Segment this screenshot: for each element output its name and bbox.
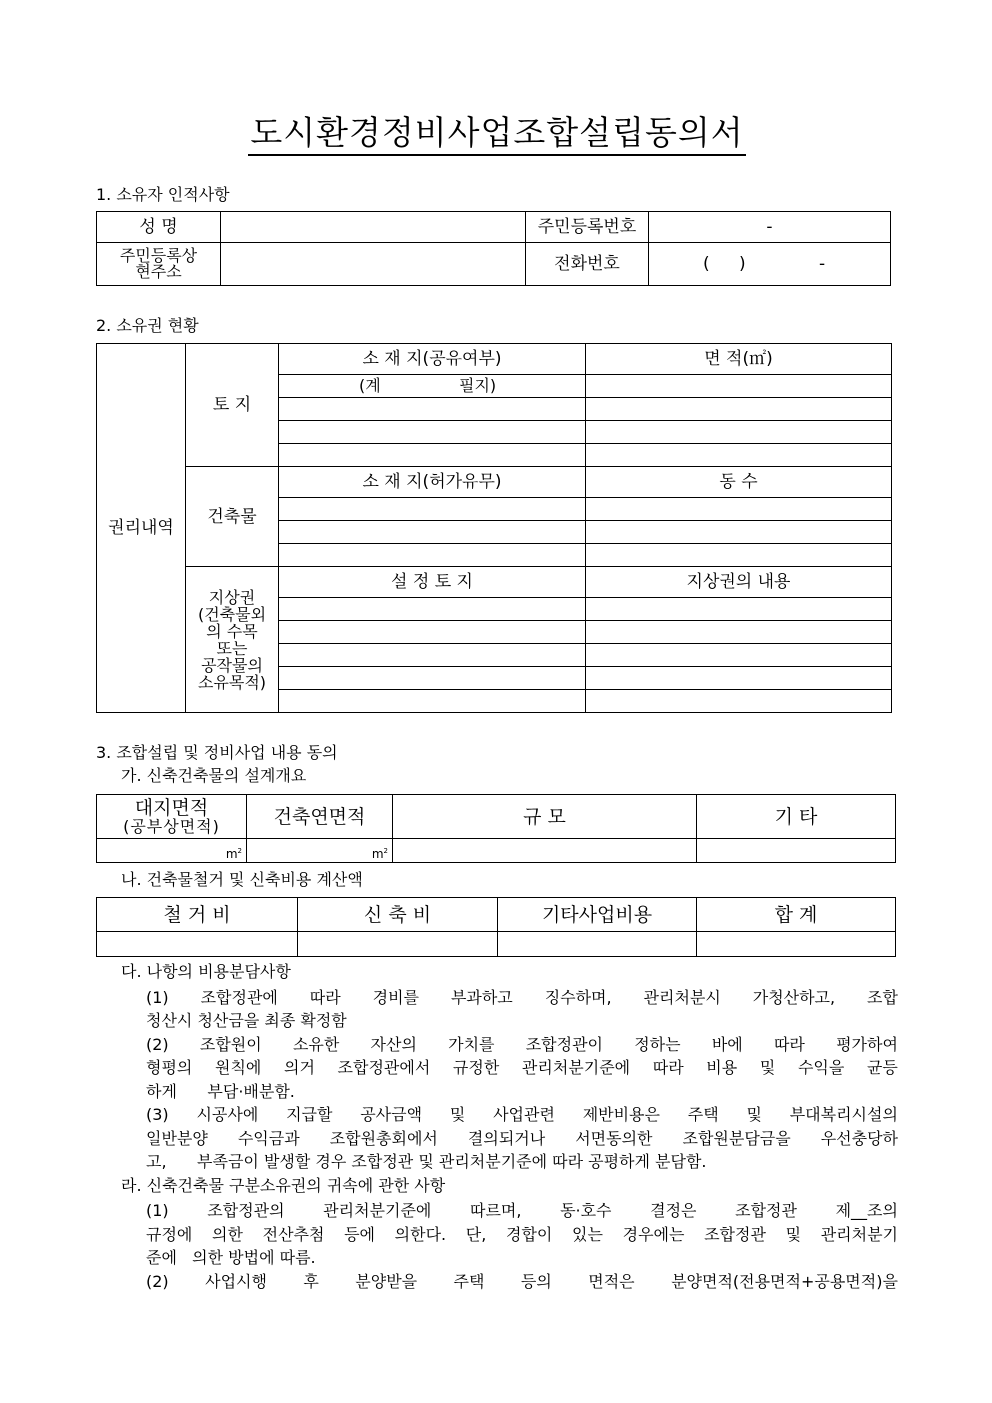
surface-land-cell[interactable]	[279, 690, 585, 712]
surface-land-cell[interactable]	[279, 644, 585, 666]
word: (1)	[146, 1201, 169, 1220]
land-location-header: 소 재 지(공유여부)	[362, 349, 502, 369]
word: 경우에는	[622, 1225, 685, 1244]
word: 단,	[465, 1225, 487, 1244]
phone-label: 전화번호	[554, 254, 620, 274]
word: 조합원분담금을	[682, 1129, 791, 1148]
ra-item1-line1	[146, 1199, 898, 1223]
word: 의한다.	[394, 1225, 447, 1244]
word: 조합정관의	[207, 1201, 285, 1220]
ra-item1-line2	[146, 1223, 898, 1247]
word: 의한	[212, 1225, 243, 1244]
word: (1)	[146, 988, 169, 1007]
land-area-cell[interactable]	[586, 444, 891, 466]
da-item3-line2	[146, 1127, 898, 1151]
word: 동·호수	[560, 1201, 612, 1220]
resident-id-label: 주민등록번호	[537, 217, 637, 237]
land-location-cell[interactable]	[279, 444, 585, 466]
word: (2)	[146, 1272, 169, 1291]
word: 부대복리시설의	[789, 1105, 898, 1124]
word: 조합정관에	[200, 988, 278, 1007]
word: 규정에	[146, 1225, 193, 1244]
subsection-da-heading: 다. 나항의 비용분담사항	[121, 962, 291, 981]
surface-content-header: 지상권의 내용	[686, 572, 791, 592]
building-count-cell[interactable]	[586, 544, 891, 566]
phone-area-close: )	[739, 254, 746, 274]
word: 서면동의한	[575, 1129, 653, 1148]
word: 관리처분기	[820, 1225, 898, 1244]
document-title: 도시환경정비사업조합설립동의서	[248, 112, 746, 156]
da-item2-line2	[146, 1056, 898, 1080]
ra-item1-line3: 준에 의한 방법에 따름.	[146, 1248, 316, 1267]
surface-content-cell[interactable]	[586, 667, 891, 689]
other-cell[interactable]	[697, 839, 895, 862]
word: 주택	[687, 1105, 719, 1124]
floor-area-unit: $m^2$	[371, 847, 388, 861]
building-label: 건축물	[207, 506, 257, 527]
phone-field[interactable]	[649, 243, 890, 285]
phone-dash: -	[819, 254, 826, 274]
word: 후	[303, 1272, 319, 1291]
word: 소유한	[292, 1035, 340, 1054]
word: 조합	[867, 988, 898, 1007]
land-parcel-count-cell[interactable]	[279, 375, 585, 397]
building-location-cell[interactable]	[279, 544, 585, 566]
scale-cell[interactable]	[393, 839, 696, 862]
site-area-label: 대지면적	[134, 796, 209, 819]
subsection-na-heading: 나. 건축물철거 및 신축비용 계산액	[121, 870, 363, 889]
land-area-cell[interactable]	[586, 421, 891, 443]
da-item1-line1	[146, 986, 898, 1010]
word: 평가하여	[836, 1035, 898, 1054]
word: 의거	[284, 1058, 315, 1077]
name-label: 성 명	[139, 217, 178, 237]
total-floor-area-header: 건축연면적	[273, 805, 366, 828]
rights-label: 권리내역	[108, 518, 174, 538]
land-area-header: 면 적(㎡)	[704, 349, 773, 369]
word: 제__조의	[835, 1201, 898, 1220]
word: 지급할	[286, 1105, 333, 1124]
land-location-cell[interactable]	[279, 398, 585, 420]
demolition-cost-header: 철 거 비	[163, 903, 231, 926]
word: 분양받을	[355, 1272, 418, 1291]
building-count-cell[interactable]	[586, 521, 891, 543]
word: 따라	[773, 1035, 805, 1054]
word: 관리처분기준에	[521, 1058, 631, 1077]
other-project-cost-cell[interactable]	[498, 932, 696, 956]
word: 주택	[453, 1272, 485, 1291]
section2-heading: 2. 소유권 현황	[96, 316, 199, 335]
site-area-cell[interactable]	[97, 839, 246, 862]
surface-content-cell[interactable]	[586, 644, 891, 666]
word: 시공사에	[196, 1105, 259, 1124]
word: 분양면적(전용면적+공용면적)을	[671, 1272, 898, 1291]
word: 조합원이	[199, 1035, 262, 1054]
word: (2)	[146, 1035, 169, 1054]
surface-right-label: 지상권 (건축물외 의 수목 또는 공작물의 소유목적)	[197, 587, 267, 692]
building-count-cell[interactable]	[586, 498, 891, 520]
building-count-header: 동 수	[719, 472, 758, 492]
section3-heading: 3. 조합설립 및 정비사업 내용 동의	[96, 743, 338, 762]
total-floor-area-cell[interactable]	[247, 839, 392, 862]
land-location-cell[interactable]	[279, 421, 585, 443]
word: 가치를	[448, 1035, 495, 1054]
building-location-header: 소 재 지(허가유무)	[362, 472, 502, 492]
da-item3-line3: 고, 부족금이 발생할 경우 조합정관 및 관리처분기준에 따라 공평하게 분담함.	[146, 1152, 707, 1171]
demolition-cost-cell[interactable]	[97, 932, 297, 956]
land-area-cell[interactable]	[586, 398, 891, 420]
word: 부과하고	[450, 988, 513, 1007]
word: 비용	[706, 1058, 738, 1077]
word: 가청산하고,	[752, 988, 836, 1007]
da-item3-line1	[146, 1103, 898, 1127]
land-label: 토 지	[212, 395, 252, 415]
address-field[interactable]	[221, 243, 525, 285]
word: 등에	[344, 1225, 376, 1244]
building-location-cell[interactable]	[279, 498, 585, 520]
word: 등의	[520, 1272, 552, 1291]
word: 및	[449, 1105, 466, 1124]
parcel-note-open: (계	[359, 376, 381, 395]
site-area-sublabel: (공부상면적)	[123, 816, 220, 836]
surface-land-header: 설 정 토 지	[391, 572, 473, 592]
parcel-note-close: 필지)	[459, 376, 497, 395]
resident-id-field[interactable]: -	[766, 217, 773, 237]
word: 제반비용은	[582, 1105, 660, 1124]
da-item2-line1	[146, 1033, 898, 1057]
surface-land-cell[interactable]	[279, 621, 585, 643]
word: 원칙에	[215, 1058, 262, 1077]
total-header: 합 계	[774, 903, 818, 926]
word: 관리처분시	[643, 988, 721, 1007]
word: 결정은	[650, 1201, 697, 1220]
section1-heading: 1. 소유자 인적사항	[96, 185, 230, 204]
word: 균등	[866, 1058, 898, 1077]
owner-info-table	[96, 211, 891, 286]
surface-content-cell[interactable]	[586, 621, 891, 643]
ra-item2-line1	[146, 1270, 898, 1294]
other-project-cost-header: 기타사업비용	[541, 903, 653, 926]
land-area-cell[interactable]	[586, 375, 891, 397]
word: 있는	[572, 1225, 603, 1244]
other-header: 기 타	[774, 805, 818, 828]
word: 징수하며,	[544, 988, 612, 1007]
address-label: 주민등록상 현주소	[119, 246, 198, 281]
word: 관리처분기준에	[323, 1201, 432, 1220]
word: 자산의	[370, 1035, 417, 1054]
word: 수익을	[797, 1058, 845, 1077]
word: 형평의	[146, 1058, 193, 1077]
surface-content-cell[interactable]	[586, 598, 891, 620]
scale-header: 규 모	[523, 805, 566, 828]
word: 수익금과	[237, 1129, 300, 1148]
da-item2-line3: 하게 부담·배분함.	[146, 1082, 295, 1101]
word: 조합정관	[704, 1225, 766, 1244]
word: 전산추첨	[262, 1225, 325, 1244]
word: 결의되거나	[467, 1129, 546, 1148]
word: 및	[746, 1105, 762, 1124]
site-area-unit: $m^2$	[225, 847, 242, 861]
word: 및	[785, 1225, 802, 1244]
subsection-ga-heading: 가. 신축건축물의 설계개요	[121, 766, 307, 785]
word: 조합정관이	[525, 1035, 603, 1054]
word: 사업시행	[205, 1272, 267, 1291]
word: (3)	[146, 1105, 169, 1124]
subsection-ra-heading: 라. 신축건축물 구분소유권의 귀속에 관한 사항	[121, 1176, 446, 1195]
total-cell[interactable]	[697, 932, 895, 956]
word: 및	[759, 1058, 776, 1077]
word: 사업관련	[493, 1105, 555, 1124]
word: 면적은	[588, 1272, 635, 1291]
cost-table	[96, 897, 896, 957]
word: 경합이	[506, 1225, 553, 1244]
word: 바에	[711, 1035, 743, 1054]
building-location-cell[interactable]	[279, 521, 585, 543]
ownership-table	[96, 343, 892, 713]
word: 조합정관	[735, 1201, 797, 1220]
construction-cost-cell[interactable]	[298, 932, 497, 956]
word: 우선충당하	[820, 1129, 898, 1148]
construction-cost-header: 신 축 비	[363, 903, 432, 926]
phone-area-open: (	[703, 254, 710, 274]
surface-land-cell[interactable]	[279, 598, 585, 620]
word: 따르며,	[469, 1201, 522, 1220]
word: 일반분양	[146, 1129, 208, 1148]
surface-content-cell[interactable]	[586, 690, 891, 712]
site-area-header	[97, 795, 246, 838]
name-field[interactable]	[221, 212, 525, 242]
word: 따라	[309, 988, 341, 1007]
word: 규정한	[452, 1058, 500, 1077]
design-overview-table	[96, 794, 896, 863]
word: 조합원총회에서	[329, 1129, 438, 1148]
word: 경비를	[372, 988, 420, 1007]
word: 따라	[652, 1058, 684, 1077]
surface-land-cell[interactable]	[279, 667, 585, 689]
word: 조합정관에서	[337, 1058, 431, 1077]
da-item1-line2: 청산시 청산금을 최종 확정함	[146, 1011, 347, 1030]
word: 공사금액	[360, 1105, 423, 1124]
word: 정하는	[634, 1035, 681, 1054]
